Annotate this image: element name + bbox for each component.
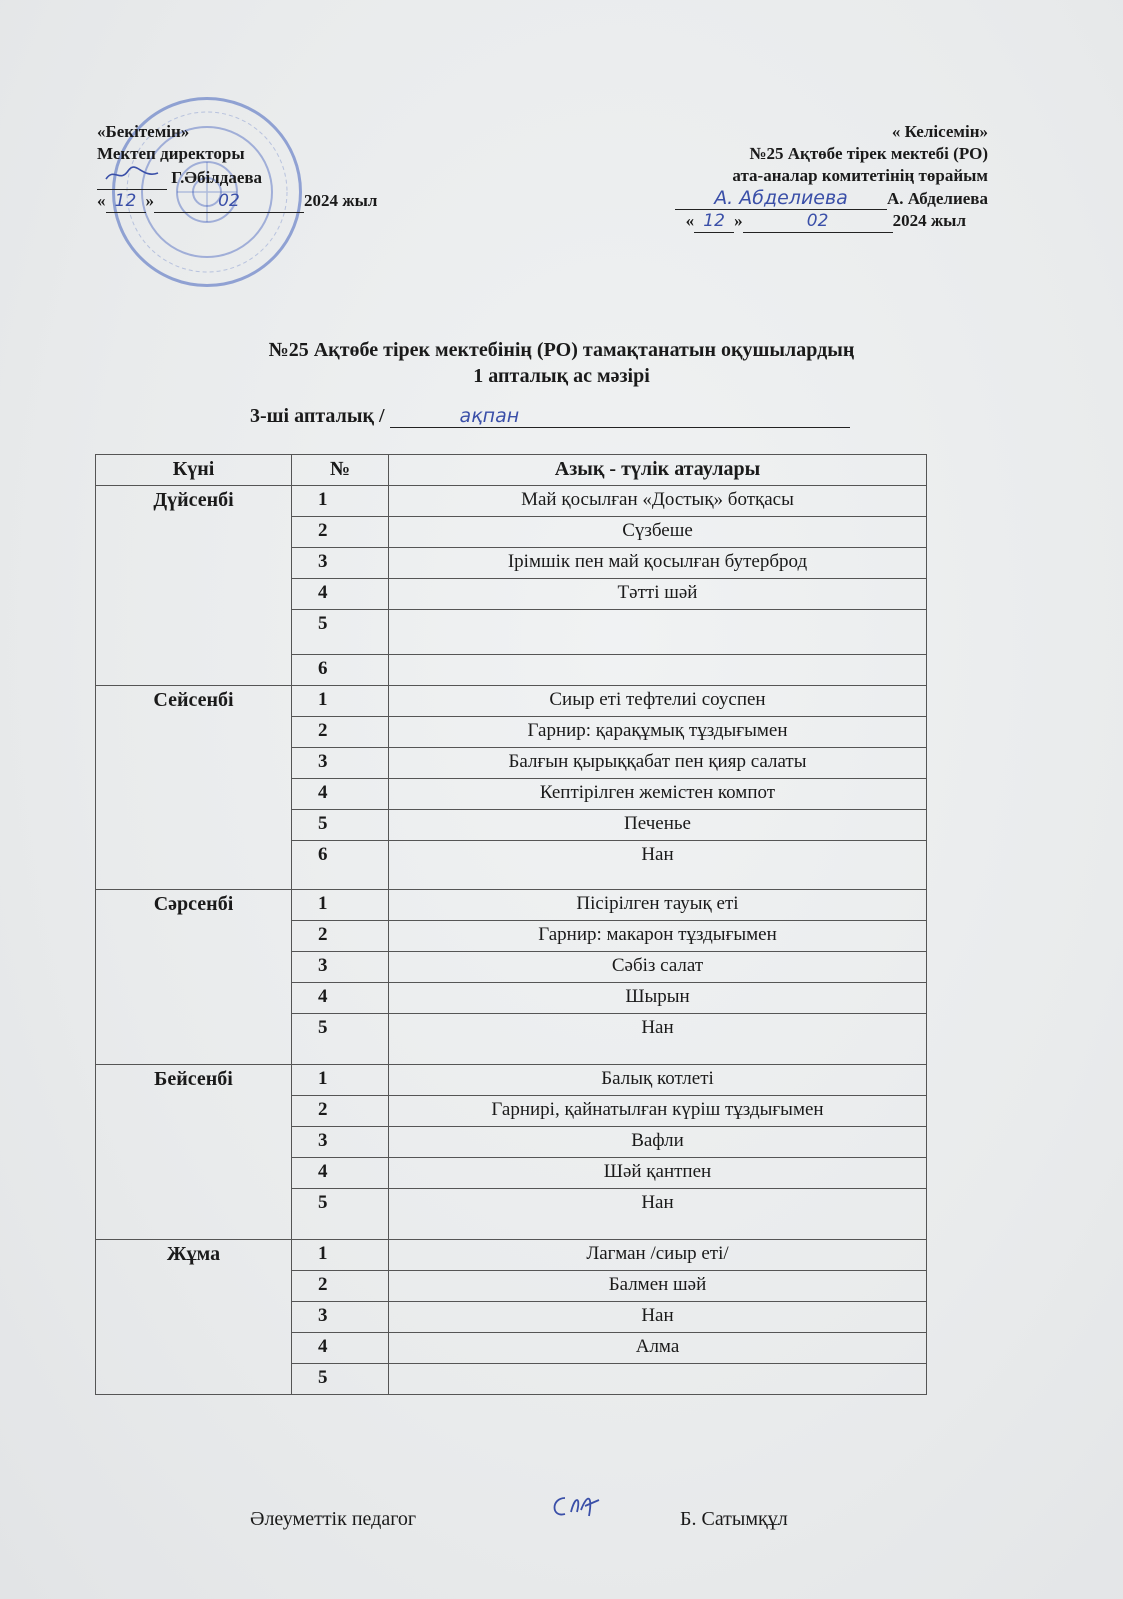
- item-number-cell: 2: [292, 517, 389, 548]
- table-row: [96, 1240, 927, 1271]
- committee-signature: А. Абделиева: [675, 187, 887, 210]
- table-row: [96, 1065, 927, 1096]
- agreement-day: 12: [694, 210, 734, 233]
- item-name-cell: Сәбіз салат: [389, 952, 927, 983]
- approval-block: [97, 121, 377, 213]
- director-name: Г.Әбілдаева: [171, 168, 263, 187]
- item-name-cell: Балғын қырыққабат пен қияр салаты: [389, 748, 927, 779]
- committee-position: ата-аналар комитетінің төрайым: [732, 166, 988, 185]
- item-number-cell: 5: [292, 1364, 389, 1395]
- date-close-quote: »: [145, 191, 154, 210]
- director-position: Мектеп директоры: [97, 144, 245, 163]
- item-number-cell: 5: [292, 610, 389, 655]
- item-number-cell: 4: [292, 1158, 389, 1189]
- item-number-cell: 1: [292, 486, 389, 517]
- signature-scribble-icon: [102, 165, 162, 183]
- item-name-cell: Шәй қантпен: [389, 1158, 927, 1189]
- footer-name: Б. Сатымқұл: [680, 1508, 788, 1530]
- date-open-quote: «: [685, 211, 695, 230]
- document-title: №25 Ақтөбе тірек мектебінің (РО) тамақтанатын оқушылардың: [268, 339, 855, 361]
- item-name-cell: Печенье: [389, 810, 927, 841]
- date-open-quote: «: [97, 191, 106, 210]
- item-name-cell: Балық котлеті: [389, 1065, 927, 1096]
- item-number-cell: 1: [292, 1065, 389, 1096]
- footer-signature-icon: [545, 1490, 605, 1526]
- item-number-cell: 5: [292, 810, 389, 841]
- item-name-cell: Ірімшік пен май қосылған бутерброд: [389, 548, 927, 579]
- item-name-cell: Сиыр еті тефтелиі соуспен: [389, 686, 927, 717]
- item-name-cell: Алма: [389, 1333, 927, 1364]
- committee-signature-line: [675, 187, 988, 210]
- item-name-cell: Вафли: [389, 1127, 927, 1158]
- item-name-cell: Гарнир: макарон тұздығымен: [389, 921, 927, 952]
- item-number-cell: 4: [292, 779, 389, 810]
- agreement-title: « Келісемін»: [891, 122, 988, 141]
- approval-day: 12: [106, 190, 146, 213]
- item-name-cell: [389, 655, 927, 686]
- agreement-block: [675, 121, 988, 233]
- item-number-cell: 3: [292, 1302, 389, 1333]
- item-name-cell: [389, 1364, 927, 1395]
- week-value: ақпан: [390, 405, 850, 428]
- agreement-month: 02: [743, 210, 893, 233]
- item-number-cell: 4: [292, 1333, 389, 1364]
- item-name-cell: Шырын: [389, 983, 927, 1014]
- header-items: Азық - түлік атаулары: [389, 455, 927, 486]
- day-cell: Дүйсенбі: [96, 486, 292, 686]
- item-number-cell: 3: [292, 548, 389, 579]
- item-name-cell: Кептірілген жемістен компот: [389, 779, 927, 810]
- item-name-cell: Балмен шәй: [389, 1271, 927, 1302]
- day-cell: Сейсенбі: [96, 686, 292, 890]
- date-close-quote: »: [734, 211, 743, 230]
- item-number-cell: 1: [292, 686, 389, 717]
- agreement-date: [675, 210, 988, 233]
- item-name-cell: Пісірілген тауық еті: [389, 890, 927, 921]
- approval-date: [97, 190, 377, 213]
- header-day: Күні: [96, 455, 292, 486]
- item-number-cell: 3: [292, 1127, 389, 1158]
- item-name-cell: Май қосылған «Достық» ботқасы: [389, 486, 927, 517]
- item-number-cell: 4: [292, 983, 389, 1014]
- item-number-cell: 1: [292, 1240, 389, 1271]
- item-name-cell: Тәтті шәй: [389, 579, 927, 610]
- committee-name: А. Абделиева: [887, 189, 988, 208]
- table-row: [96, 890, 927, 921]
- table-header-row: [96, 455, 927, 486]
- director-signature-line: [97, 165, 377, 190]
- item-name-cell: Сүзбеше: [389, 517, 927, 548]
- table-row: [96, 486, 927, 517]
- item-name-cell: Нан: [389, 1189, 927, 1240]
- week-label: 3-ші апталық /: [250, 405, 385, 427]
- approval-month: 02: [154, 190, 304, 213]
- agreement-year: 2024 жыл: [892, 211, 966, 230]
- approval-title: «Бекітемін»: [97, 122, 190, 141]
- item-name-cell: Гарнирі, қайнатылған күріш тұздығымен: [389, 1096, 927, 1127]
- director-signature: [97, 165, 167, 190]
- approval-year: 2024 жыл: [304, 191, 378, 210]
- item-number-cell: 3: [292, 748, 389, 779]
- item-number-cell: 2: [292, 921, 389, 952]
- day-cell: Сәрсенбі: [96, 890, 292, 1065]
- item-number-cell: 6: [292, 841, 389, 890]
- item-name-cell: Лагман /сиыр еті/: [389, 1240, 927, 1271]
- menu-table: [95, 454, 927, 1395]
- footer-role: Әлеуметтік педагог: [250, 1508, 417, 1530]
- item-number-cell: 2: [292, 1096, 389, 1127]
- item-number-cell: 6: [292, 655, 389, 686]
- item-number-cell: 3: [292, 952, 389, 983]
- table-row: [96, 686, 927, 717]
- header-number: №: [292, 455, 389, 486]
- item-name-cell: Нан: [389, 1302, 927, 1333]
- week-line: [250, 405, 850, 428]
- item-name-cell: Гарнир: қарақұмық тұздығымен: [389, 717, 927, 748]
- item-number-cell: 5: [292, 1014, 389, 1065]
- item-name-cell: Нан: [389, 841, 927, 890]
- item-number-cell: 2: [292, 717, 389, 748]
- document-subtitle: 1 апталық ас мәзірі: [473, 365, 650, 387]
- item-name-cell: Нан: [389, 1014, 927, 1065]
- item-name-cell: [389, 610, 927, 655]
- item-number-cell: 2: [292, 1271, 389, 1302]
- item-number-cell: 1: [292, 890, 389, 921]
- menu-table-body: [96, 486, 927, 1395]
- item-number-cell: 4: [292, 579, 389, 610]
- day-cell: Жұма: [96, 1240, 292, 1395]
- day-cell: Бейсенбі: [96, 1065, 292, 1240]
- item-number-cell: 5: [292, 1189, 389, 1240]
- agreement-school: №25 Ақтөбе тірек мектебі (РО): [749, 144, 988, 163]
